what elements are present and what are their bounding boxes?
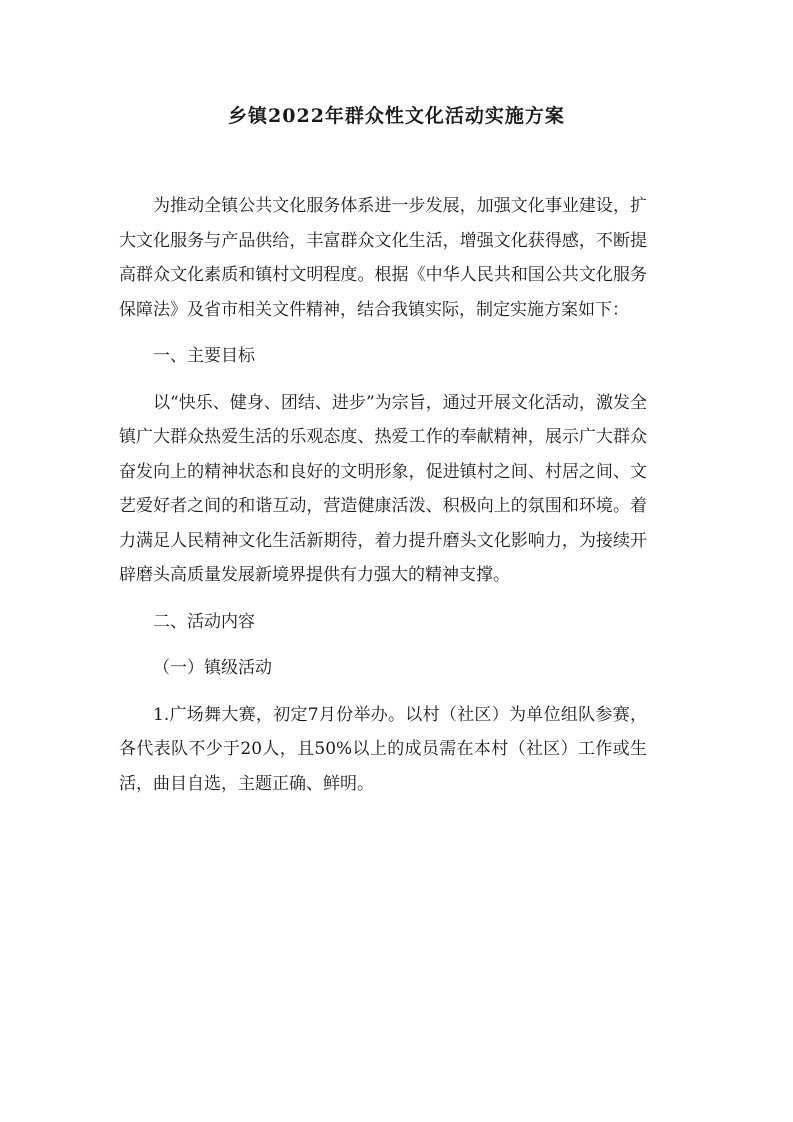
document-body bbox=[119, 189, 647, 801]
section-heading-goals: 一、主要目标 bbox=[153, 346, 255, 366]
section-heading-content: 二、活动内容 bbox=[153, 611, 255, 632]
goals-paragraph: 以“快乐、健身、团结、进步”为宗旨，通过开展文化活动，激发全镇广大群众热爱生活的乐观态度、热爱工作的奉献精神，展示广大群众奋发向上的精神状态和良好的文明形象，促进镇村之间、村居之间、文艺爱好者之间的和谐互动，营造健康活泼、积极向上的氛围和环境。着力满足人民精神文化生活新期待，着力提升磨头文化影响力，为接续开辟磨头高质量发展新境界提供有力强大的精神支撑。 bbox=[119, 392, 647, 585]
document-title: 乡镇2022年群众性文化活动实施方案 bbox=[228, 105, 565, 127]
subsection-heading-town: （一）镇级活动 bbox=[153, 658, 272, 678]
intro-paragraph: 为推动全镇公共文化服务体系进一步发展，加强文化事业建设，扩大文化服务与产品供给，丰富群众文化生活，增强文化获得感，不断提高群众文化素质和镇村文明程度。根据《中华人民共和国公共文化服务保障法》及省市相关文件精神，结合我镇实际，制定实施方案如下： bbox=[119, 196, 647, 320]
item-paragraph-dance: 1.广场舞大赛，初定7月份举办。以村（社区）为单位组队参赛，各代表队不少于20人，且50%以上的成员需在本村（社区）工作或生活，曲目自选，主题正确、鲜明。 bbox=[119, 704, 647, 794]
